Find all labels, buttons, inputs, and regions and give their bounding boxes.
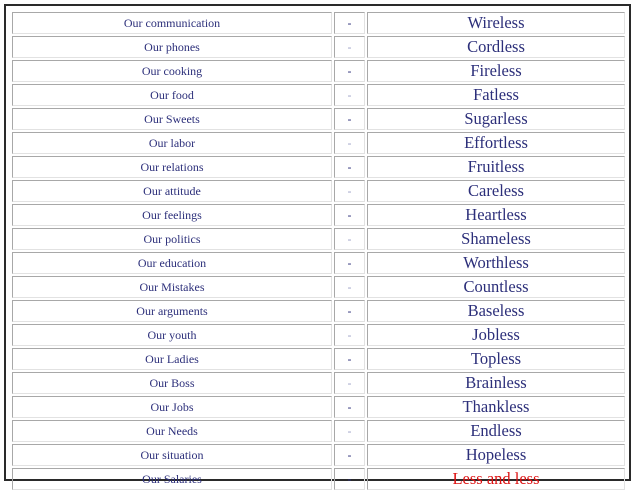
word-cell: Effortless [367, 132, 625, 154]
word-cell: Jobless [367, 324, 625, 346]
table-row [12, 180, 625, 202]
subject-cell: Our phones [12, 36, 332, 58]
separator-cell: - [334, 372, 365, 394]
separator-cell: - [334, 324, 365, 346]
separator-cell: - [334, 36, 365, 58]
table-row [12, 132, 625, 154]
subject-cell: Our attitude [12, 180, 332, 202]
table-row [12, 300, 625, 322]
table-body [12, 12, 625, 490]
subject-cell: Our Sweets [12, 108, 332, 130]
subject-cell: Our politics [12, 228, 332, 250]
word-cell: Wireless [367, 12, 625, 34]
word-cell: Topless [367, 348, 625, 370]
table-row [12, 420, 625, 442]
word-cell: Hopeless [367, 444, 625, 466]
subject-cell: Our feelings [12, 204, 332, 226]
separator-cell: - [334, 108, 365, 130]
separator-cell: - [334, 132, 365, 154]
table-row [12, 276, 625, 298]
separator-cell: - [334, 396, 365, 418]
subject-cell: Our cooking [12, 60, 332, 82]
subject-cell: Our youth [12, 324, 332, 346]
separator-cell: - [334, 420, 365, 442]
separator-cell: - [334, 228, 365, 250]
separator-cell: - [334, 444, 365, 466]
separator-cell: - [334, 204, 365, 226]
highlighted-word-cell: Less and less [367, 468, 625, 490]
word-cell: Brainless [367, 372, 625, 394]
subject-cell: Our Needs [12, 420, 332, 442]
word-cell: Careless [367, 180, 625, 202]
word-cell: Thankless [367, 396, 625, 418]
separator-cell: - [334, 84, 365, 106]
word-cell: Sugarless [367, 108, 625, 130]
word-cell: Fatless [367, 84, 625, 106]
subject-cell: Our Salaries [12, 468, 332, 490]
subject-cell: Our labor [12, 132, 332, 154]
word-cell: Worthless [367, 252, 625, 274]
word-cell: Fireless [367, 60, 625, 82]
separator-cell: - [334, 60, 365, 82]
separator-cell: - [334, 12, 365, 34]
word-cell: Endless [367, 420, 625, 442]
table-frame [4, 4, 631, 488]
subject-cell: Our education [12, 252, 332, 274]
subject-cell: Our Ladies [12, 348, 332, 370]
table-row [12, 204, 625, 226]
table-row [12, 372, 625, 394]
separator-cell: - [334, 252, 365, 274]
table-row [12, 444, 625, 466]
subject-cell: Our food [12, 84, 332, 106]
table-row [12, 156, 625, 178]
subject-cell: Our Jobs [12, 396, 332, 418]
table-row [12, 252, 625, 274]
table-row [12, 396, 625, 418]
separator-cell: - [334, 468, 365, 490]
table-row [12, 60, 625, 82]
subject-cell: Our arguments [12, 300, 332, 322]
table-row [12, 348, 625, 370]
subject-cell: Our Mistakes [12, 276, 332, 298]
word-cell: Baseless [367, 300, 625, 322]
less-words-table [10, 10, 627, 492]
separator-cell: - [334, 276, 365, 298]
word-cell: Shameless [367, 228, 625, 250]
subject-cell: Our relations [12, 156, 332, 178]
separator-cell: - [334, 300, 365, 322]
word-cell: Heartless [367, 204, 625, 226]
table-row [12, 228, 625, 250]
table-row [12, 12, 625, 34]
table-row [12, 36, 625, 58]
subject-cell: Our situation [12, 444, 332, 466]
word-cell: Fruitless [367, 156, 625, 178]
word-cell: Countless [367, 276, 625, 298]
word-cell: Cordless [367, 36, 625, 58]
table-row [12, 324, 625, 346]
subject-cell: Our Boss [12, 372, 332, 394]
subject-cell: Our communication [12, 12, 332, 34]
separator-cell: - [334, 348, 365, 370]
table-row [12, 468, 625, 490]
table-row [12, 108, 625, 130]
separator-cell: - [334, 180, 365, 202]
separator-cell: - [334, 156, 365, 178]
table-row [12, 84, 625, 106]
